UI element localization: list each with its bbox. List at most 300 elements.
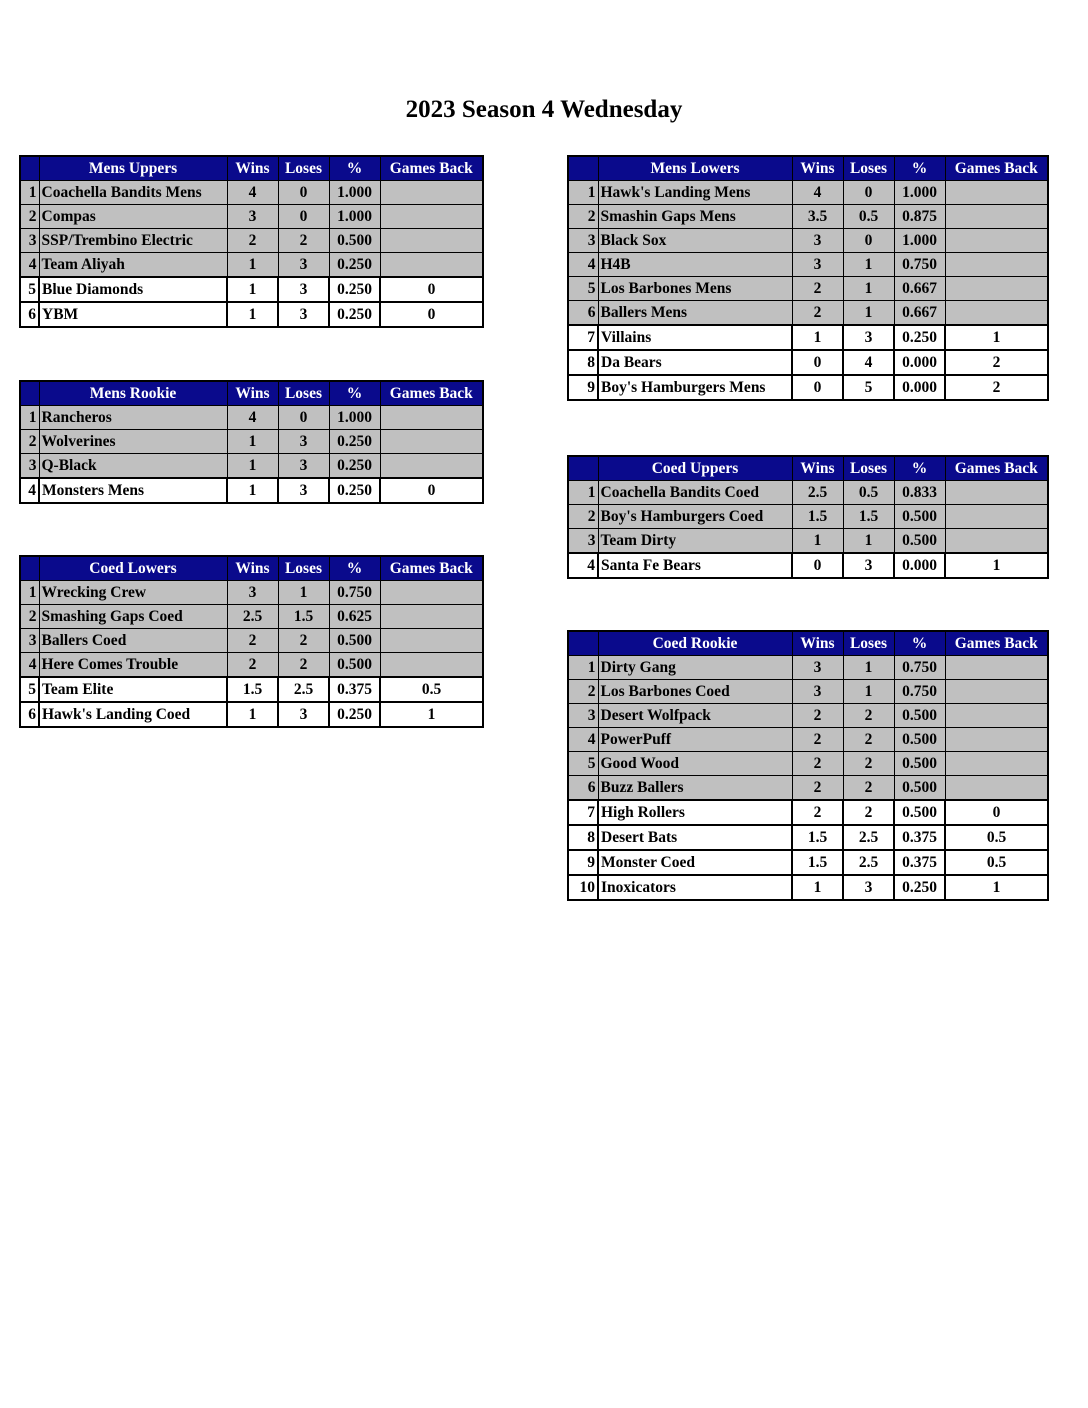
games-back-cell: 2 bbox=[945, 350, 1048, 375]
games-back-cell bbox=[945, 776, 1048, 801]
division-name: Coed Lowers bbox=[39, 556, 227, 581]
games-back-cell bbox=[380, 253, 483, 278]
pct-cell: 0.500 bbox=[894, 529, 945, 554]
table-row bbox=[20, 253, 483, 278]
standings-table-mens-uppers bbox=[19, 155, 484, 328]
table-row bbox=[20, 229, 483, 253]
loses-header: Loses bbox=[278, 556, 329, 581]
pct-header: % bbox=[329, 381, 380, 406]
team-name-cell: Monsters Mens bbox=[39, 478, 227, 503]
loses-cell: 0 bbox=[278, 205, 329, 229]
division-name: Mens Rookie bbox=[39, 381, 227, 406]
wins-cell: 1.5 bbox=[792, 505, 843, 529]
table-row bbox=[568, 505, 1048, 529]
wins-cell: 1 bbox=[792, 325, 843, 350]
loses-cell: 2 bbox=[843, 800, 894, 825]
table-row bbox=[568, 875, 1048, 900]
table-row bbox=[568, 205, 1048, 229]
rank-cell: 7 bbox=[568, 325, 598, 350]
wins-cell: 3 bbox=[792, 680, 843, 704]
wins-cell: 4 bbox=[227, 181, 278, 205]
pct-cell: 1.000 bbox=[329, 181, 380, 205]
wins-cell: 0 bbox=[792, 375, 843, 400]
games-back-cell bbox=[380, 181, 483, 205]
loses-cell: 2 bbox=[843, 728, 894, 752]
header-row bbox=[568, 631, 1048, 656]
loses-cell: 3 bbox=[843, 325, 894, 350]
pct-cell: 0.250 bbox=[329, 702, 380, 727]
table-row bbox=[20, 277, 483, 302]
rank-header bbox=[568, 456, 598, 481]
wins-cell: 2 bbox=[792, 704, 843, 728]
wins-cell: 2 bbox=[792, 752, 843, 776]
team-name-cell: Boy's Hamburgers Mens bbox=[598, 375, 792, 400]
rank-cell: 1 bbox=[568, 481, 598, 505]
table-row bbox=[568, 553, 1048, 578]
rank-header bbox=[568, 631, 598, 656]
rank-cell: 10 bbox=[568, 875, 598, 900]
games-back-cell: 0.5 bbox=[380, 677, 483, 702]
table-row bbox=[20, 605, 483, 629]
pct-cell: 0.000 bbox=[894, 553, 945, 578]
wins-cell: 1 bbox=[227, 478, 278, 503]
team-name-cell: Boy's Hamburgers Coed bbox=[598, 505, 792, 529]
team-name-cell: Rancheros bbox=[39, 406, 227, 430]
pct-cell: 0.500 bbox=[894, 704, 945, 728]
rank-cell: 5 bbox=[20, 677, 39, 702]
table-row bbox=[20, 302, 483, 327]
loses-cell: 2 bbox=[278, 229, 329, 253]
table-row bbox=[20, 181, 483, 205]
division-name: Mens Uppers bbox=[39, 156, 227, 181]
loses-cell: 3 bbox=[843, 553, 894, 578]
rank-cell: 2 bbox=[568, 680, 598, 704]
rank-cell: 3 bbox=[20, 454, 39, 479]
games-back-cell: 0 bbox=[380, 302, 483, 327]
games-back-cell bbox=[945, 301, 1048, 326]
table-row bbox=[20, 430, 483, 454]
table-row bbox=[568, 277, 1048, 301]
pct-header: % bbox=[894, 631, 945, 656]
pct-cell: 0.750 bbox=[894, 680, 945, 704]
loses-cell: 2.5 bbox=[843, 850, 894, 875]
games-back-cell bbox=[945, 529, 1048, 554]
rank-cell: 1 bbox=[20, 581, 39, 605]
pct-cell: 0.625 bbox=[329, 605, 380, 629]
loses-cell: 1 bbox=[843, 253, 894, 277]
games-back-cell bbox=[945, 728, 1048, 752]
pct-cell: 0.500 bbox=[894, 728, 945, 752]
team-name-cell: Hawk's Landing Mens bbox=[598, 181, 792, 205]
games-back-cell bbox=[380, 406, 483, 430]
games-back-cell: 1 bbox=[945, 325, 1048, 350]
wins-cell: 1 bbox=[227, 430, 278, 454]
wins-cell: 2.5 bbox=[227, 605, 278, 629]
games-back-cell bbox=[380, 205, 483, 229]
pct-cell: 0.875 bbox=[894, 205, 945, 229]
games-back-cell: 0 bbox=[380, 478, 483, 503]
rank-cell: 6 bbox=[568, 776, 598, 801]
loses-cell: 3 bbox=[278, 277, 329, 302]
rank-cell: 8 bbox=[568, 350, 598, 375]
rank-cell: 1 bbox=[568, 656, 598, 680]
team-name-cell: Compas bbox=[39, 205, 227, 229]
table-row bbox=[568, 350, 1048, 375]
header-row bbox=[20, 556, 483, 581]
header-row bbox=[568, 156, 1048, 181]
rank-cell: 3 bbox=[568, 229, 598, 253]
team-name-cell: Dirty Gang bbox=[598, 656, 792, 680]
rank-cell: 3 bbox=[568, 704, 598, 728]
team-name-cell: Coachella Bandits Coed bbox=[598, 481, 792, 505]
rank-cell: 2 bbox=[20, 205, 39, 229]
team-name-cell: Desert Wolfpack bbox=[598, 704, 792, 728]
games-back-cell bbox=[945, 229, 1048, 253]
table-row bbox=[568, 825, 1048, 850]
pct-cell: 0.250 bbox=[329, 302, 380, 327]
games-back-cell bbox=[945, 481, 1048, 505]
loses-cell: 2 bbox=[843, 704, 894, 728]
team-name-cell: Here Comes Trouble bbox=[39, 653, 227, 678]
games-back-cell bbox=[945, 704, 1048, 728]
loses-cell: 2 bbox=[278, 629, 329, 653]
loses-cell: 0 bbox=[278, 181, 329, 205]
standings-table-mens-rookie bbox=[19, 380, 484, 504]
page-title: 2023 Season 4 Wednesday bbox=[405, 96, 683, 123]
team-name-cell: Ballers Mens bbox=[598, 301, 792, 326]
team-name-cell: Good Wood bbox=[598, 752, 792, 776]
loses-cell: 3 bbox=[278, 430, 329, 454]
rank-header bbox=[20, 556, 39, 581]
team-name-cell: Los Barbones Coed bbox=[598, 680, 792, 704]
team-name-cell: Inoxicators bbox=[598, 875, 792, 900]
games-back-header: Games Back bbox=[945, 631, 1048, 656]
table-row bbox=[20, 454, 483, 479]
pct-cell: 0.500 bbox=[894, 752, 945, 776]
wins-header: Wins bbox=[792, 631, 843, 656]
games-back-header: Games Back bbox=[380, 381, 483, 406]
loses-cell: 3 bbox=[278, 454, 329, 479]
loses-cell: 3 bbox=[278, 253, 329, 278]
team-name-cell: PowerPuff bbox=[598, 728, 792, 752]
games-back-cell bbox=[380, 581, 483, 605]
header-row bbox=[20, 381, 483, 406]
table-row bbox=[568, 229, 1048, 253]
wins-cell: 2.5 bbox=[792, 481, 843, 505]
games-back-cell bbox=[380, 430, 483, 454]
pct-cell: 0.250 bbox=[329, 478, 380, 503]
table-row bbox=[568, 481, 1048, 505]
standings-table-coed-lowers bbox=[19, 555, 484, 728]
team-name-cell: Team Elite bbox=[39, 677, 227, 702]
wins-cell: 3 bbox=[227, 205, 278, 229]
team-name-cell: Smashing Gaps Coed bbox=[39, 605, 227, 629]
team-name-cell: Coachella Bandits Mens bbox=[39, 181, 227, 205]
pct-cell: 0.500 bbox=[894, 800, 945, 825]
loses-cell: 0 bbox=[843, 229, 894, 253]
loses-cell: 1 bbox=[843, 680, 894, 704]
rank-cell: 1 bbox=[20, 181, 39, 205]
loses-cell: 1.5 bbox=[278, 605, 329, 629]
rank-cell: 5 bbox=[568, 752, 598, 776]
loses-header: Loses bbox=[843, 156, 894, 181]
team-name-cell: Team Aliyah bbox=[39, 253, 227, 278]
games-back-cell bbox=[380, 454, 483, 479]
wins-cell: 2 bbox=[792, 728, 843, 752]
wins-cell: 1 bbox=[792, 529, 843, 554]
pct-cell: 0.667 bbox=[894, 277, 945, 301]
wins-header: Wins bbox=[792, 456, 843, 481]
wins-cell: 4 bbox=[792, 181, 843, 205]
team-name-cell: Black Sox bbox=[598, 229, 792, 253]
loses-cell: 3 bbox=[278, 702, 329, 727]
rank-cell: 4 bbox=[568, 553, 598, 578]
table-row bbox=[568, 850, 1048, 875]
rank-cell: 8 bbox=[568, 825, 598, 850]
games-back-cell: 0 bbox=[380, 277, 483, 302]
wins-cell: 1 bbox=[227, 702, 278, 727]
wins-cell: 3 bbox=[792, 656, 843, 680]
team-name-cell: Wolverines bbox=[39, 430, 227, 454]
pct-cell: 1.000 bbox=[894, 181, 945, 205]
rank-cell: 4 bbox=[20, 653, 39, 678]
rank-cell: 5 bbox=[20, 277, 39, 302]
games-back-header: Games Back bbox=[945, 156, 1048, 181]
games-back-cell bbox=[380, 653, 483, 678]
loses-cell: 2 bbox=[278, 653, 329, 678]
team-name-cell: Villains bbox=[598, 325, 792, 350]
table-row bbox=[20, 677, 483, 702]
pct-cell: 0.000 bbox=[894, 375, 945, 400]
rank-header bbox=[568, 156, 598, 181]
pct-cell: 0.250 bbox=[894, 875, 945, 900]
loses-header: Loses bbox=[843, 456, 894, 481]
wins-cell: 1 bbox=[792, 875, 843, 900]
wins-cell: 3 bbox=[792, 229, 843, 253]
team-name-cell: Santa Fe Bears bbox=[598, 553, 792, 578]
pct-cell: 1.000 bbox=[894, 229, 945, 253]
standings-table-coed-rookie bbox=[567, 630, 1049, 901]
loses-cell: 1 bbox=[843, 656, 894, 680]
wins-cell: 1 bbox=[227, 302, 278, 327]
rank-cell: 1 bbox=[20, 406, 39, 430]
loses-cell: 0.5 bbox=[843, 205, 894, 229]
wins-cell: 3 bbox=[792, 253, 843, 277]
loses-cell: 2 bbox=[843, 776, 894, 801]
loses-cell: 2 bbox=[843, 752, 894, 776]
rank-cell: 2 bbox=[20, 430, 39, 454]
rank-header bbox=[20, 381, 39, 406]
loses-header: Loses bbox=[843, 631, 894, 656]
wins-cell: 1.5 bbox=[792, 850, 843, 875]
games-back-header: Games Back bbox=[380, 556, 483, 581]
team-name-cell: Buzz Ballers bbox=[598, 776, 792, 801]
table-row bbox=[568, 752, 1048, 776]
pct-cell: 1.000 bbox=[329, 406, 380, 430]
loses-cell: 2.5 bbox=[278, 677, 329, 702]
games-back-cell bbox=[380, 229, 483, 253]
rank-cell: 3 bbox=[20, 229, 39, 253]
table-row bbox=[568, 800, 1048, 825]
team-name-cell: Blue Diamonds bbox=[39, 277, 227, 302]
table-row bbox=[568, 301, 1048, 326]
games-back-header: Games Back bbox=[380, 156, 483, 181]
games-back-cell bbox=[945, 505, 1048, 529]
loses-cell: 2.5 bbox=[843, 825, 894, 850]
games-back-cell: 1 bbox=[945, 553, 1048, 578]
pct-cell: 0.250 bbox=[894, 325, 945, 350]
wins-cell: 1.5 bbox=[227, 677, 278, 702]
pct-header: % bbox=[329, 556, 380, 581]
loses-cell: 1 bbox=[843, 277, 894, 301]
loses-cell: 1 bbox=[843, 529, 894, 554]
games-back-cell: 1 bbox=[380, 702, 483, 727]
table-row bbox=[568, 680, 1048, 704]
header-row bbox=[20, 156, 483, 181]
rank-cell: 6 bbox=[568, 301, 598, 326]
wins-header: Wins bbox=[792, 156, 843, 181]
loses-cell: 0.5 bbox=[843, 481, 894, 505]
division-name: Coed Rookie bbox=[598, 631, 792, 656]
rank-cell: 3 bbox=[568, 529, 598, 554]
loses-cell: 1.5 bbox=[843, 505, 894, 529]
pct-cell: 0.250 bbox=[329, 277, 380, 302]
wins-cell: 2 bbox=[792, 277, 843, 301]
team-name-cell: SSP/Trembino Electric bbox=[39, 229, 227, 253]
games-back-cell: 0 bbox=[945, 800, 1048, 825]
pct-cell: 0.750 bbox=[329, 581, 380, 605]
rank-cell: 4 bbox=[568, 728, 598, 752]
wins-cell: 3 bbox=[227, 581, 278, 605]
wins-cell: 1 bbox=[227, 253, 278, 278]
team-name-cell: Desert Bats bbox=[598, 825, 792, 850]
team-name-cell: Da Bears bbox=[598, 350, 792, 375]
rank-cell: 5 bbox=[568, 277, 598, 301]
wins-cell: 2 bbox=[227, 629, 278, 653]
loses-cell: 0 bbox=[843, 181, 894, 205]
pct-cell: 0.000 bbox=[894, 350, 945, 375]
pct-cell: 0.375 bbox=[894, 825, 945, 850]
games-back-cell bbox=[380, 605, 483, 629]
team-name-cell: H4B bbox=[598, 253, 792, 277]
pct-header: % bbox=[329, 156, 380, 181]
table-row bbox=[568, 529, 1048, 554]
games-back-cell: 1 bbox=[945, 875, 1048, 900]
team-name-cell: Los Barbones Mens bbox=[598, 277, 792, 301]
rank-cell: 4 bbox=[20, 478, 39, 503]
header-row bbox=[568, 456, 1048, 481]
games-back-cell bbox=[945, 680, 1048, 704]
wins-cell: 2 bbox=[227, 653, 278, 678]
team-name-cell: YBM bbox=[39, 302, 227, 327]
wins-cell: 1.5 bbox=[792, 825, 843, 850]
loses-cell: 3 bbox=[278, 478, 329, 503]
table-row bbox=[20, 478, 483, 503]
table-row bbox=[20, 205, 483, 229]
games-back-cell bbox=[380, 629, 483, 653]
pct-cell: 0.375 bbox=[894, 850, 945, 875]
wins-header: Wins bbox=[227, 381, 278, 406]
games-back-cell bbox=[945, 752, 1048, 776]
rank-cell: 6 bbox=[20, 702, 39, 727]
wins-header: Wins bbox=[227, 556, 278, 581]
pct-cell: 0.667 bbox=[894, 301, 945, 326]
table-row bbox=[20, 653, 483, 678]
games-back-cell: 2 bbox=[945, 375, 1048, 400]
wins-cell: 1 bbox=[227, 277, 278, 302]
table-row bbox=[568, 656, 1048, 680]
wins-cell: 4 bbox=[227, 406, 278, 430]
pct-cell: 0.750 bbox=[894, 656, 945, 680]
pct-cell: 0.500 bbox=[894, 505, 945, 529]
games-back-cell bbox=[945, 656, 1048, 680]
games-back-header: Games Back bbox=[945, 456, 1048, 481]
team-name-cell: High Rollers bbox=[598, 800, 792, 825]
loses-header: Loses bbox=[278, 156, 329, 181]
pct-cell: 0.500 bbox=[329, 653, 380, 678]
games-back-cell bbox=[945, 253, 1048, 277]
rank-cell: 2 bbox=[20, 605, 39, 629]
loses-header: Loses bbox=[278, 381, 329, 406]
team-name-cell: Team Dirty bbox=[598, 529, 792, 554]
table-row bbox=[568, 253, 1048, 277]
team-name-cell: Smashin Gaps Mens bbox=[598, 205, 792, 229]
rank-cell: 9 bbox=[568, 375, 598, 400]
loses-cell: 0 bbox=[278, 406, 329, 430]
loses-cell: 5 bbox=[843, 375, 894, 400]
wins-cell: 2 bbox=[227, 229, 278, 253]
pct-cell: 0.750 bbox=[894, 253, 945, 277]
table-row bbox=[568, 325, 1048, 350]
wins-cell: 2 bbox=[792, 776, 843, 801]
rank-cell: 2 bbox=[568, 505, 598, 529]
rank-cell: 9 bbox=[568, 850, 598, 875]
pct-cell: 0.500 bbox=[329, 629, 380, 653]
table-row bbox=[568, 181, 1048, 205]
loses-cell: 1 bbox=[843, 301, 894, 326]
table-row bbox=[568, 728, 1048, 752]
table-row bbox=[568, 375, 1048, 400]
team-name-cell: Hawk's Landing Coed bbox=[39, 702, 227, 727]
team-name-cell: Ballers Coed bbox=[39, 629, 227, 653]
rank-cell: 4 bbox=[20, 253, 39, 278]
wins-cell: 2 bbox=[792, 301, 843, 326]
rank-cell: 4 bbox=[568, 253, 598, 277]
games-back-cell: 0.5 bbox=[945, 825, 1048, 850]
table-row bbox=[20, 581, 483, 605]
rank-cell: 6 bbox=[20, 302, 39, 327]
division-name: Mens Lowers bbox=[598, 156, 792, 181]
standings-table-mens-lowers bbox=[567, 155, 1049, 401]
rank-cell: 2 bbox=[568, 205, 598, 229]
games-back-cell bbox=[945, 181, 1048, 205]
loses-cell: 1 bbox=[278, 581, 329, 605]
rank-cell: 1 bbox=[568, 181, 598, 205]
table-row bbox=[568, 704, 1048, 728]
wins-cell: 0 bbox=[792, 553, 843, 578]
pct-cell: 0.500 bbox=[329, 229, 380, 253]
games-back-cell bbox=[945, 205, 1048, 229]
pct-cell: 0.833 bbox=[894, 481, 945, 505]
pct-cell: 0.500 bbox=[894, 776, 945, 801]
team-name-cell: Monster Coed bbox=[598, 850, 792, 875]
loses-cell: 3 bbox=[843, 875, 894, 900]
team-name-cell: Wrecking Crew bbox=[39, 581, 227, 605]
table-row bbox=[20, 702, 483, 727]
wins-header: Wins bbox=[227, 156, 278, 181]
rank-header bbox=[20, 156, 39, 181]
wins-cell: 1 bbox=[227, 454, 278, 479]
